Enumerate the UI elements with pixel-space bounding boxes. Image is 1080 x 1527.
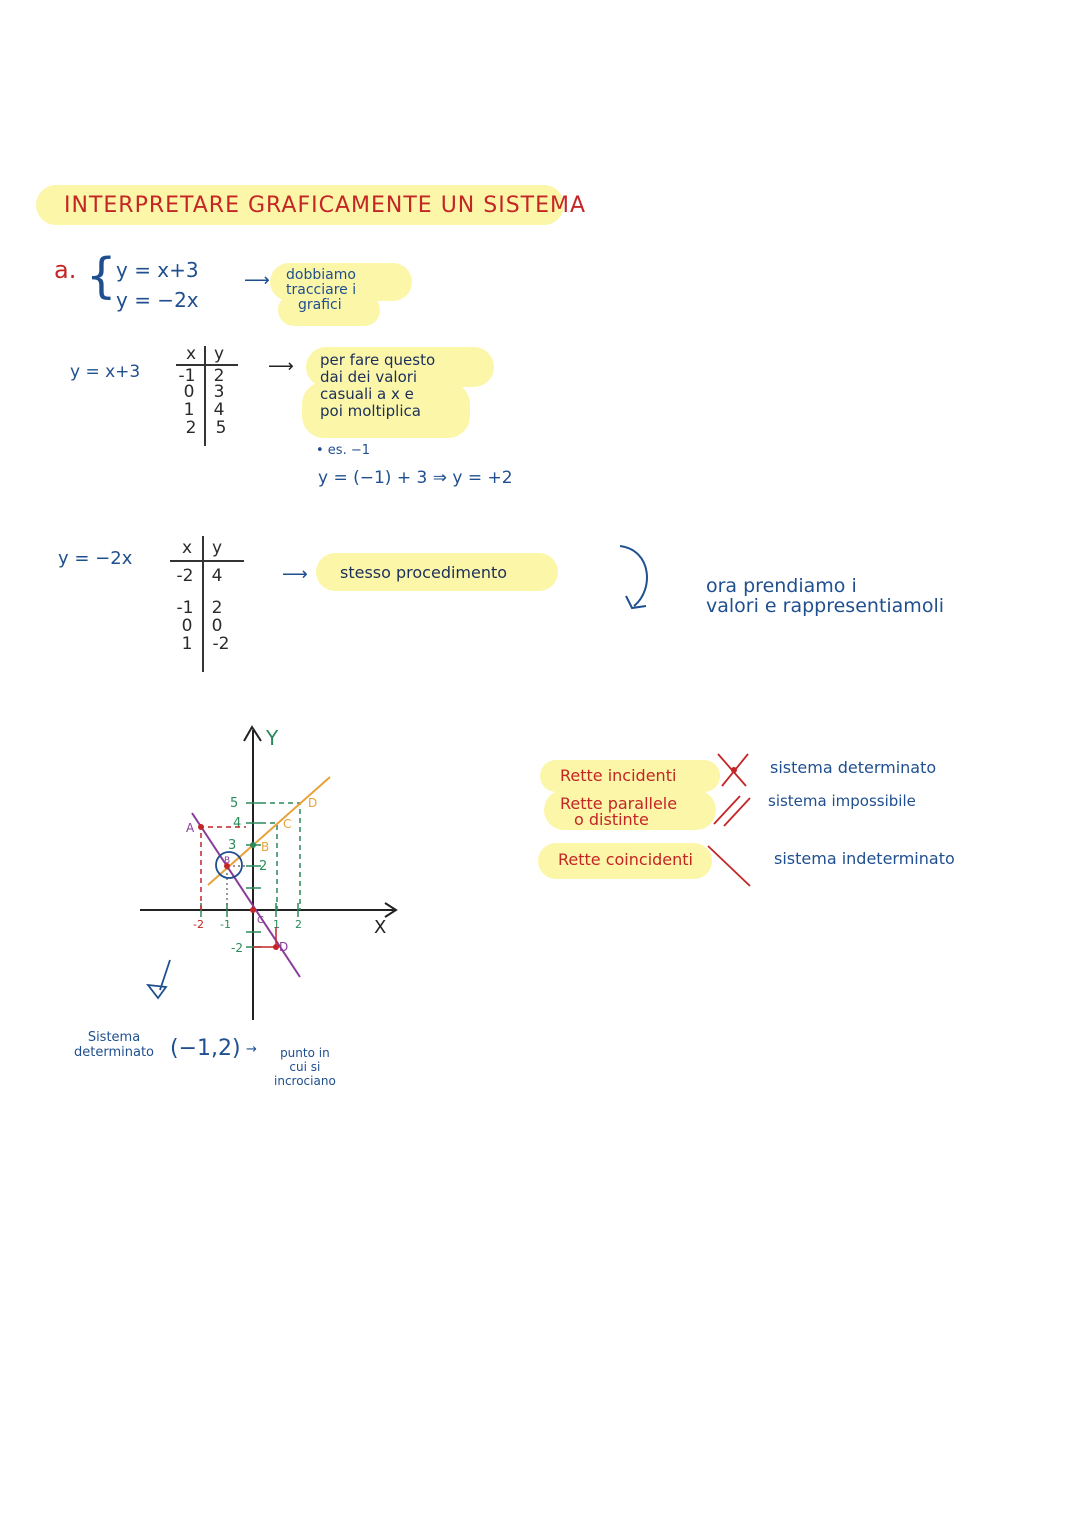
page-title: INTERPRETARE GRAFICAMENTE UN SISTEMA — [64, 193, 587, 218]
system-note: dobbiamo tracciare i grafici — [286, 267, 357, 313]
svg-text:1: 1 — [273, 918, 280, 931]
table1-label: y = x+3 — [70, 362, 141, 382]
table2-note: stesso procedimento — [340, 563, 508, 582]
case-lines-parallel: Rette parallele o distinte — [560, 794, 678, 829]
case-lines-incident: Rette incidenti — [560, 766, 677, 785]
example-label: • es. −1 — [316, 443, 370, 458]
case-result-indeterminate: sistema indeterminato — [774, 849, 955, 868]
y-axis-label: Y — [266, 726, 279, 750]
svg-text:5: 5 — [230, 796, 239, 811]
arrow-icon: ⟶ — [244, 270, 270, 291]
svg-text:A: A — [186, 821, 195, 835]
table2: x y -2 4 -1 2 0 0 1 -2 — [168, 536, 248, 676]
intersecting-lines-icon — [714, 750, 754, 790]
conclusion-label: Sistema determinato — [74, 1030, 154, 1060]
x-axis-label: X — [374, 917, 387, 938]
svg-text:B: B — [261, 840, 270, 854]
arrow-icon: ⟶ — [282, 564, 308, 585]
svg-text:B: B — [224, 856, 231, 866]
table2-label: y = −2x — [58, 548, 133, 569]
coordinate-graph — [130, 715, 410, 1035]
exercise-label: a. — [54, 256, 77, 284]
coincident-lines-icon — [704, 842, 754, 890]
arrow-icon: ⟶ — [268, 356, 294, 377]
svg-text:2: 2 — [295, 918, 302, 931]
curved-arrow-icon — [612, 540, 662, 615]
table1-note: per fare questo dai dei valori casuali a x e poi moltiplica — [320, 351, 436, 420]
case-result-impossible: sistema impossibile — [768, 792, 916, 810]
system-eq2: y = −2x — [116, 288, 199, 312]
svg-text:D: D — [308, 796, 318, 810]
svg-text:C: C — [257, 915, 264, 926]
brace: { — [86, 248, 117, 304]
conclusion-note: punto in cui si incrociano — [274, 1046, 336, 1088]
parallel-lines-icon — [710, 792, 755, 828]
svg-text:3: 3 — [228, 838, 237, 853]
svg-text:-1: -1 — [220, 918, 231, 931]
svg-text:-2: -2 — [231, 941, 243, 955]
table1: x y -1 2 0 3 1 4 2 5 — [172, 346, 242, 451]
svg-text:D: D — [279, 940, 289, 954]
arrow-icon: → — [246, 1042, 257, 1057]
svg-text:-2: -2 — [193, 918, 204, 931]
side-note: ora prendiamo i valori e rappresentiamoli — [706, 575, 945, 617]
svg-text:2: 2 — [259, 859, 268, 874]
svg-text:4: 4 — [233, 816, 242, 831]
system-eq1: y = x+3 — [116, 258, 199, 282]
case-lines-coincident: Rette coincidenti — [558, 850, 693, 869]
case-result-determined: sistema determinato — [770, 758, 937, 777]
svg-text:C: C — [283, 817, 292, 831]
example-calc: y = (−1) + 3 ⇒ y = +2 — [318, 468, 513, 488]
intersection-point: (−1,2) — [170, 1036, 241, 1061]
